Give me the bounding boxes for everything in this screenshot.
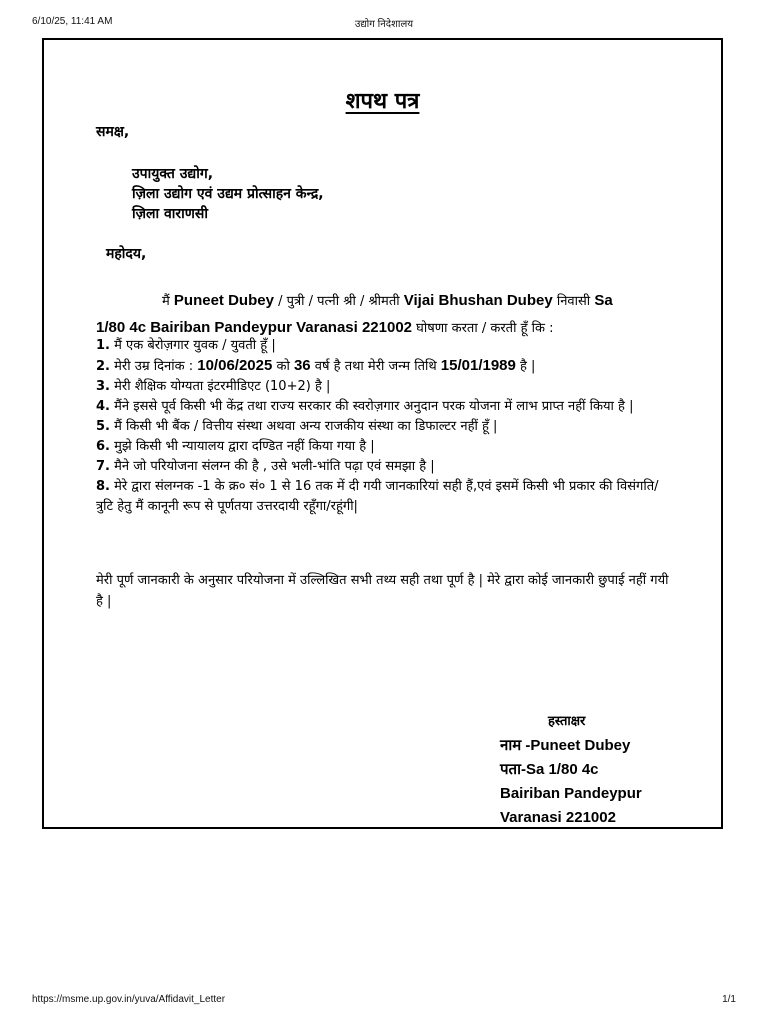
closing-paragraph: मेरी पूर्ण जानकारी के अनुसार परियोजना में उल्लिखित सभी तथ्य सही तथा पूर्ण है | मेरे द्वारा कोई जानकारी छुपाई नहीं गयी है | <box>96 573 669 609</box>
print-datetime: 6/10/25, 11:41 AM <box>32 16 113 27</box>
list-item: 8. मेरे द्वारा संलग्नक -1 के क्र० सं० 1 से 16 तक में दी गयी जानकारियां सही हैं,एवं इसमें किसी भी प्रकार की विसंगति/त्रुटि हेतु मैं कानूनी रूप से पूर्णतया उत्तरदायी रहूँगा/रहूंगी| <box>96 479 659 514</box>
print-header <box>32 16 736 32</box>
addressee-block <box>132 164 324 224</box>
age-value: 36 <box>293 357 311 374</box>
samaksh-label: समक्ष, <box>96 124 130 140</box>
salutation: महोदय, <box>106 246 147 262</box>
addressee-line: उपायुक्त उद्योग, <box>132 166 214 182</box>
list-item: 7. मैने जो परियोजना संलग्न की है , उसे भली-भांति पढ़ा एवं समझा है | <box>96 459 435 474</box>
resident-label: निवासी <box>556 294 591 309</box>
list-item: 4. मैंने इससे पूर्व किसी भी केंद्र तथा राज्य सरकार की स्वरोज़गार अनुदान परक योजना में लाभ प्राप्त नहीं किया है | <box>96 399 634 414</box>
signature-name: नाम -Puneet Dubey <box>500 737 631 754</box>
list-item: 3. मेरी शैक्षिक योग्यता इंटरमीडिएट (10+2) है | <box>96 379 331 394</box>
signature-label: हस्ताक्षर <box>548 714 586 729</box>
declaration-text: घोषणा करता / करती हूँ कि : <box>416 321 554 336</box>
document-heading: शपथ पत्र <box>345 89 420 114</box>
affidavit-document <box>42 38 723 829</box>
father-name: Vijai Bhushan Dubey <box>403 292 553 309</box>
list-item: 6. मुझे किसी भी न्यायालय द्वारा दण्डित नहीं किया गया है | <box>96 439 375 454</box>
page-counter: 1/1 <box>722 994 736 1005</box>
addressee-line: ज़िला उद्योग एवं उद्यम प्रोत्साहन केन्द्र, <box>132 186 324 202</box>
intro-paragraph <box>96 288 669 342</box>
list-item: 5. मैं किसी भी बैंक / वित्तीय संस्था अथवा अन्य राजकीय संस्था का डिफाल्टर नहीं हूँ | <box>96 419 498 434</box>
print-page-title: उद्योग निदेशालय <box>354 19 414 30</box>
print-footer <box>32 994 736 1010</box>
declaration-date: 10/06/2025 <box>197 357 273 374</box>
page-url[interactable]: https://msme.up.gov.in/yuva/Affidavit_Letter <box>32 994 226 1005</box>
date-of-birth: 15/01/1989 <box>440 357 516 374</box>
signature-address-line: Bairiban Pandeypur <box>500 785 642 802</box>
addressee-line: ज़िला वाराणसी <box>132 206 208 222</box>
intro-main: मैं <box>162 294 170 309</box>
list-item: 1. मैं एक बेरोज़गार युवक / युवती हूँ | <box>96 338 276 353</box>
address-part2: 1/80 4c Bairiban Pandeypur Varanasi 221002 <box>96 319 413 336</box>
address-part1: Sa <box>594 292 613 309</box>
list-item: 2. मेरी उम्र दिनांक : 10/06/2025 को 36 वर्ष है तथा मेरी जन्म तिथि 15/01/1989 है | <box>96 357 536 374</box>
signature-block <box>500 710 642 830</box>
signature-address-line: पता-Sa 1/80 4c <box>500 761 599 778</box>
intro-relation: / पुत्री / पत्नी श्री / श्रीमती <box>278 294 400 309</box>
declaration-points <box>96 336 673 517</box>
applicant-name: Puneet Dubey <box>173 292 274 309</box>
signature-address-line: Varanasi 221002 <box>500 809 616 826</box>
